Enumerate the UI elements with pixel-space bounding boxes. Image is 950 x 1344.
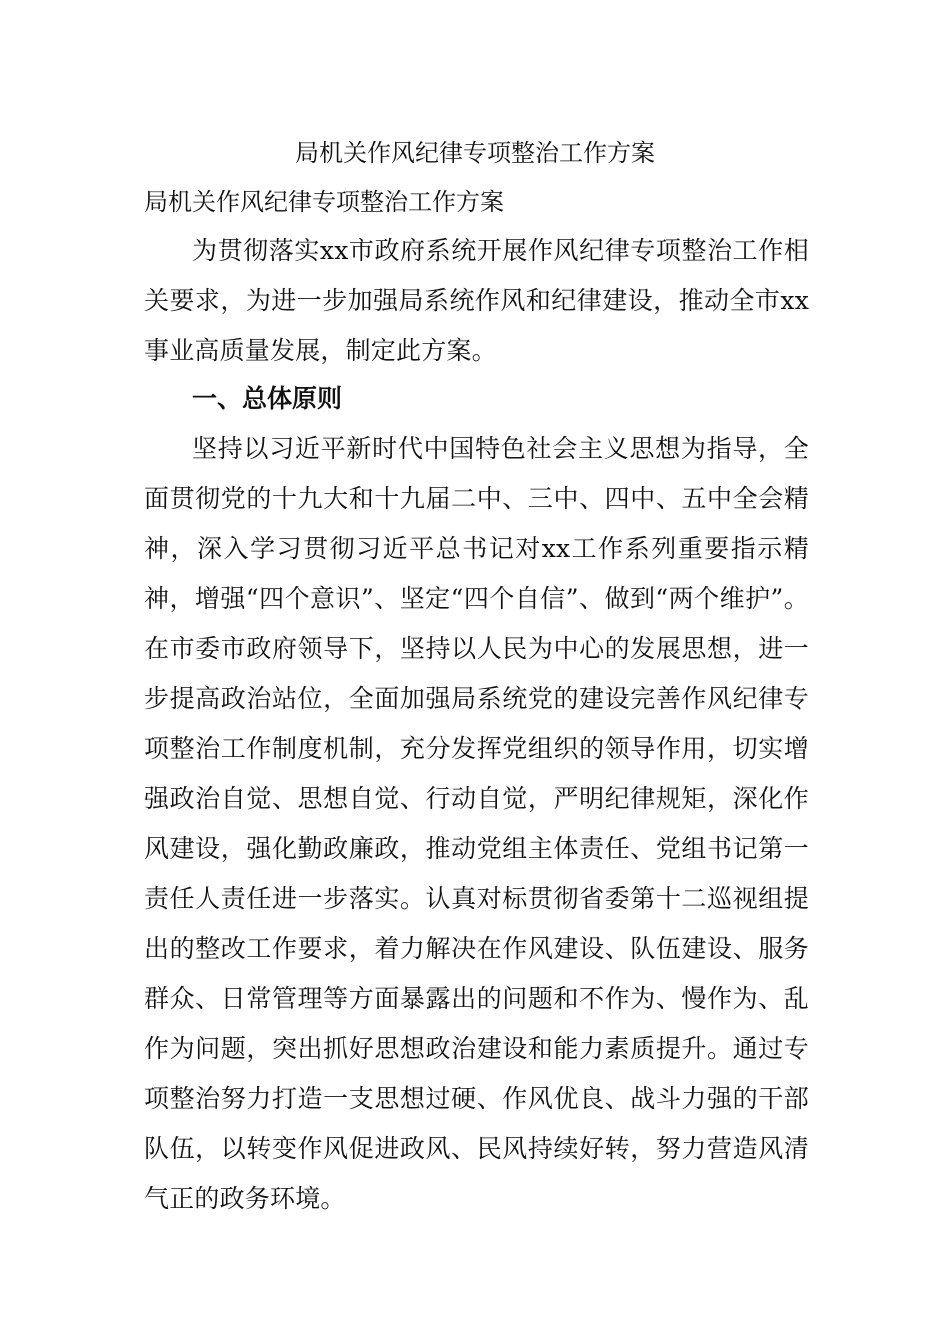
- intro-paragraph: 为贯彻落实xx市政府系统开展作风纪律专项整治工作相关要求，为进一步加强局系统作风和纪律建设，推动全市xx事业高质量发展，制定此方案。: [144, 236, 809, 365]
- document-subtitle: 局机关作风纪律专项整治工作方案: [144, 188, 504, 216]
- section-heading-general-principles: 一、总体原则: [192, 384, 343, 413]
- document-title: 局机关作风纪律专项整治工作方案: [295, 139, 655, 167]
- general-principles-paragraph: 坚持以习近平新时代中国特色社会主义思想为指导，全面贯彻党的十九大和十九届二中、三中、四中、五中全会精神，深入学习贯彻习近平总书记对xx工作系列重要指示精神，增强“四个意识”、坚定“四个自信”、做到“两个维护”。在市委市政府领导下，坚持以人民为中心的发展思想，进一步提高政治站位，全面加强局系统党的建设完善作风纪律专项整治工作制度机制，充分发挥党组织的领导作用，切实增强政治自觉、思想自觉、行动自觉，严明纪律规矩，深化作风建设，强化勤政廉政，推动党组主体责任、党组书记第一责任人责任进一步落实。认真对标贯彻省委第十二巡视组提出的整改工作要求，着力解决在作风建设、队伍建设、服务群众、日常管理等方面暴露出的问题和不作为、慢作为、乱作为问题，突出抓好思想政治建设和能力素质提升。通过专项整治努力打造一支思想过硬、作风优良、战斗力强的干部队伍，以转变作风促进政风、民风持续好转，努力营造风清气正的政务环境。: [144, 434, 809, 1213]
